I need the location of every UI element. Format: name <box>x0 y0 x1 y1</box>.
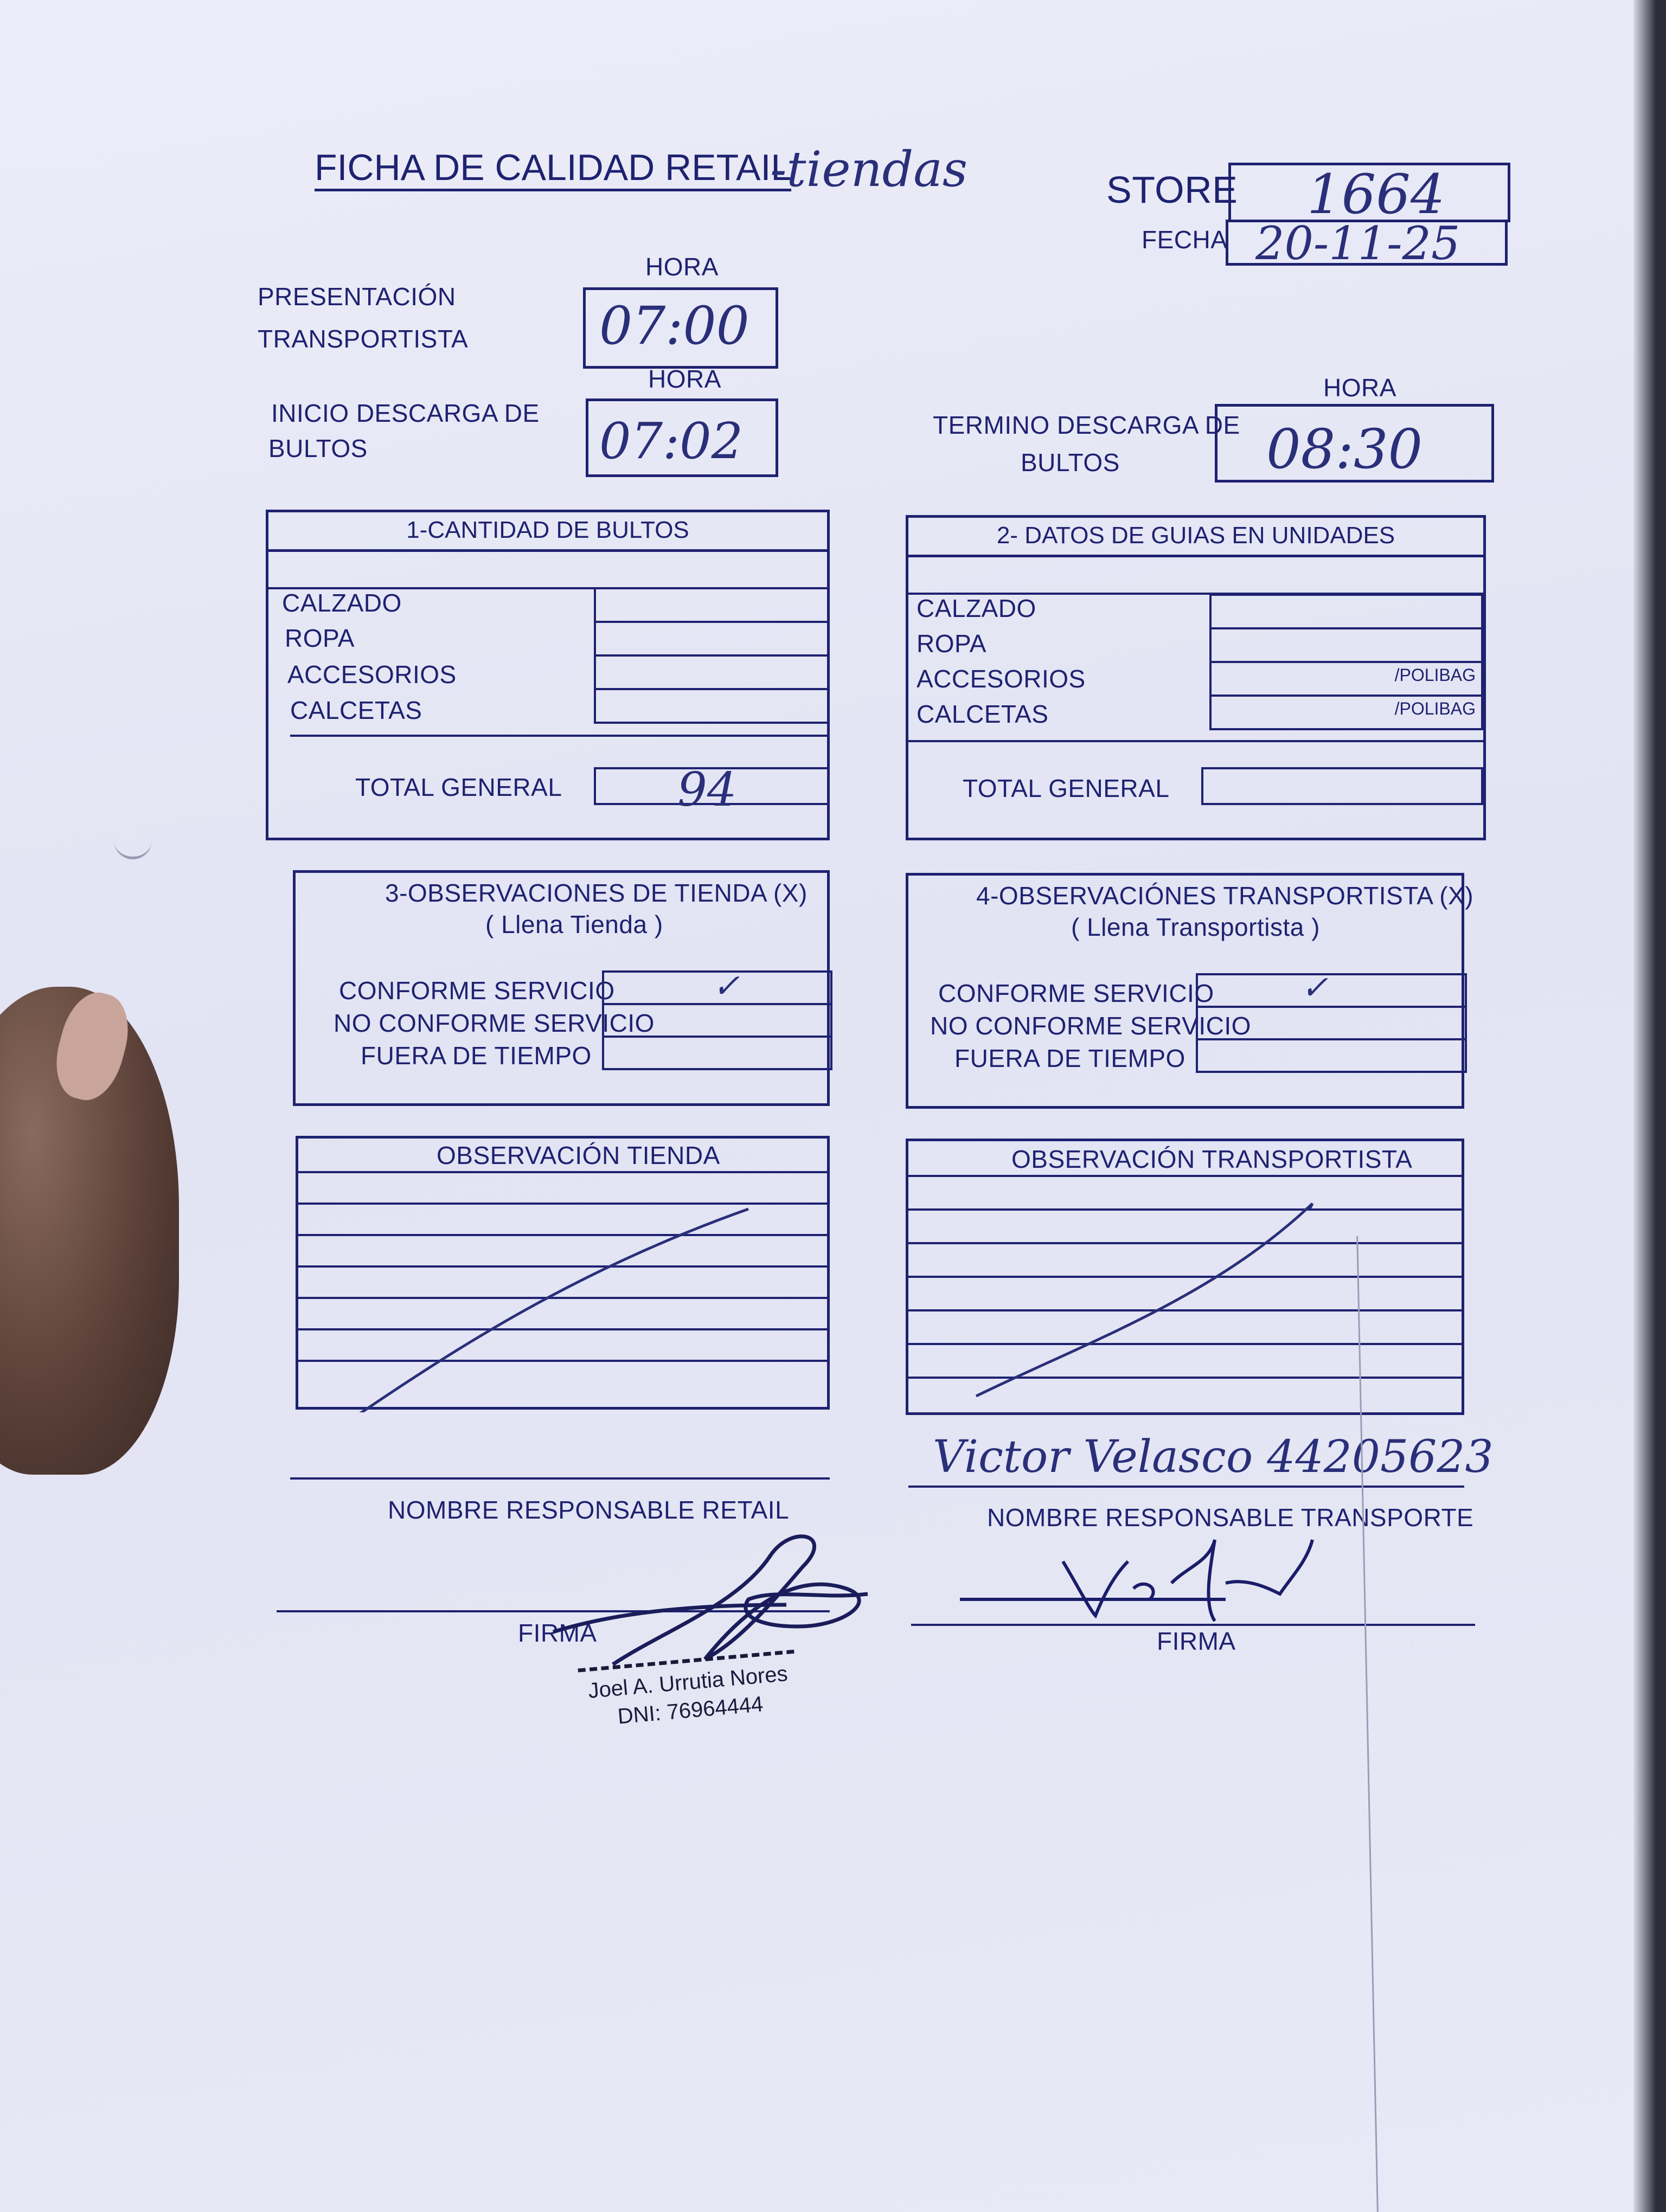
section4-subtitle: ( Llena Transportista ) <box>1071 913 1320 941</box>
accesorios-unidades-input[interactable] <box>1209 661 1483 697</box>
check-mark: ✓ <box>1301 969 1329 1007</box>
divider <box>908 740 1483 742</box>
form-title: FICHA DE CALIDAD RETAIL <box>315 146 791 191</box>
observacion-transportista-box[interactable] <box>906 1139 1464 1415</box>
check-mark: ✓ <box>713 967 740 1005</box>
transporte-signature <box>954 1529 1334 1637</box>
fecha-label: FECHA <box>1142 226 1228 254</box>
transporte-name-label: NOMBRE RESPONSABLE TRANSPORTE <box>987 1503 1474 1532</box>
section1-row-label: CALCETAS <box>290 696 422 724</box>
section4-row-label: NO CONFORME SERVICIO <box>930 1012 1251 1040</box>
section4-title: 4-OBSERVACIÓNES TRANSPORTISTA (X) <box>976 882 1474 910</box>
strike-through-line <box>298 1139 832 1412</box>
fecha-field[interactable] <box>1226 217 1508 270</box>
stamp-name: Joel A. Urrutia Nores <box>587 1662 789 1703</box>
stamp-dni: DNI: 76964444 <box>617 1692 764 1729</box>
ropa-unidades-input[interactable] <box>1209 627 1483 663</box>
background-edge <box>1633 0 1666 2212</box>
calzado-input[interactable] <box>594 587 830 623</box>
presentacion-label-2: TRANSPORTISTA <box>258 325 469 353</box>
section3-row-label: NO CONFORME SERVICIO <box>334 1009 655 1037</box>
observacion-tienda-title: OBSERVACIÓN TIENDA <box>437 1141 720 1169</box>
section-observaciones-tienda <box>293 870 830 1106</box>
section1-title: 1-CANTIDAD DE BULTOS <box>268 512 827 552</box>
fecha-value: 20-11-25 <box>1255 217 1460 270</box>
calzado-unidades-input[interactable] <box>1209 594 1483 629</box>
inicio-label-1: INICIO DESCARGA DE <box>271 399 540 427</box>
section3-subtitle: ( Llena Tienda ) <box>485 910 663 938</box>
calcetas-input[interactable] <box>594 688 830 724</box>
section1-row-label: ROPA <box>285 624 355 652</box>
section2-row-label: ROPA <box>917 629 986 658</box>
termino-label-2: BULTOS <box>1021 448 1120 477</box>
section4-row-label: FUERA DE TIEMPO <box>954 1044 1186 1072</box>
store-label: STORE <box>1106 169 1238 211</box>
section2-total-label: TOTAL GENERAL <box>963 774 1170 802</box>
inicio-time-field[interactable] <box>586 398 778 477</box>
presentacion-time-field[interactable] <box>583 287 778 369</box>
inicio-time-value: 07:02 <box>599 412 744 470</box>
section-observaciones-transportista <box>906 873 1474 1109</box>
title-handwritten-suffix: -tiendas <box>770 141 968 198</box>
calcetas-unidades-input[interactable] <box>1209 695 1483 730</box>
no-conforme-servicio-checkbox[interactable] <box>1196 1006 1467 1040</box>
section2-row-label: ACCESORIOS <box>917 665 1086 693</box>
hora-label: HORA <box>1323 374 1396 402</box>
store-value: 1664 <box>1307 163 1445 226</box>
section3-title: 3-OBSERVACIONES DE TIENDA (X) <box>385 879 808 907</box>
polibag-label: /POLIBAG <box>1394 699 1476 718</box>
observacion-tienda-box[interactable] <box>296 1136 830 1410</box>
section-datos-guias <box>906 515 1486 840</box>
termino-time-value: 08:30 <box>1266 417 1423 481</box>
retail-name-line <box>290 1477 830 1480</box>
section1-row-label: CALZADO <box>282 589 402 617</box>
termino-label-1: TERMINO DESCARGA DE <box>933 411 1240 439</box>
store-field[interactable] <box>1228 163 1510 226</box>
polibag-label: /POLIBAG <box>1394 665 1476 685</box>
section4-row-label: CONFORME SERVICIO <box>938 979 1214 1007</box>
transporte-name-line <box>908 1486 1464 1488</box>
observacion-transportista-title: OBSERVACIÓN TRANSPORTISTA <box>1011 1145 1413 1173</box>
section2-title: 2- DATOS DE GUIAS EN UNIDADES <box>908 518 1483 557</box>
presentacion-time-value: 07:00 <box>599 295 749 356</box>
inicio-label-2: BULTOS <box>268 434 368 462</box>
divider <box>290 735 827 737</box>
section1-total-value: 94 <box>677 763 737 817</box>
section3-row-label: CONFORME SERVICIO <box>339 976 615 1005</box>
retail-firma-label: FIRMA <box>518 1619 597 1647</box>
no-conforme-servicio-checkbox[interactable] <box>602 1003 832 1038</box>
hora-label: HORA <box>648 365 721 393</box>
transporte-name-handwritten: Victor Velasco 44205623 <box>933 1431 1494 1483</box>
section2-row-label: CALCETAS <box>917 700 1049 728</box>
section1-row-label: ACCESORIOS <box>287 660 457 689</box>
accesorios-input[interactable] <box>594 654 830 690</box>
retail-signature <box>542 1523 895 1675</box>
transporte-firma-label: FIRMA <box>1157 1627 1236 1655</box>
ropa-input[interactable] <box>594 621 830 657</box>
conforme-servicio-checkbox[interactable] <box>602 967 832 1005</box>
termino-time-field[interactable] <box>1215 404 1494 483</box>
strike-through-line <box>908 1141 1467 1418</box>
conforme-servicio-checkbox[interactable] <box>1196 969 1467 1008</box>
section1-total-input[interactable] <box>594 763 830 817</box>
hora-label: HORA <box>645 253 719 281</box>
section3-row-label: FUERA DE TIEMPO <box>361 1041 592 1070</box>
retail-name-label: NOMBRE RESPONSABLE RETAIL <box>388 1496 790 1524</box>
presentacion-label-1: PRESENTACIÓN <box>258 282 456 311</box>
section-cantidad-bultos <box>266 510 830 840</box>
fuera-de-tiempo-checkbox[interactable] <box>602 1036 832 1070</box>
section1-total-label: TOTAL GENERAL <box>355 773 562 801</box>
section2-total-input[interactable] <box>1201 767 1483 805</box>
section2-row-label: CALZADO <box>917 594 1036 622</box>
fuera-de-tiempo-checkbox[interactable] <box>1196 1038 1467 1073</box>
